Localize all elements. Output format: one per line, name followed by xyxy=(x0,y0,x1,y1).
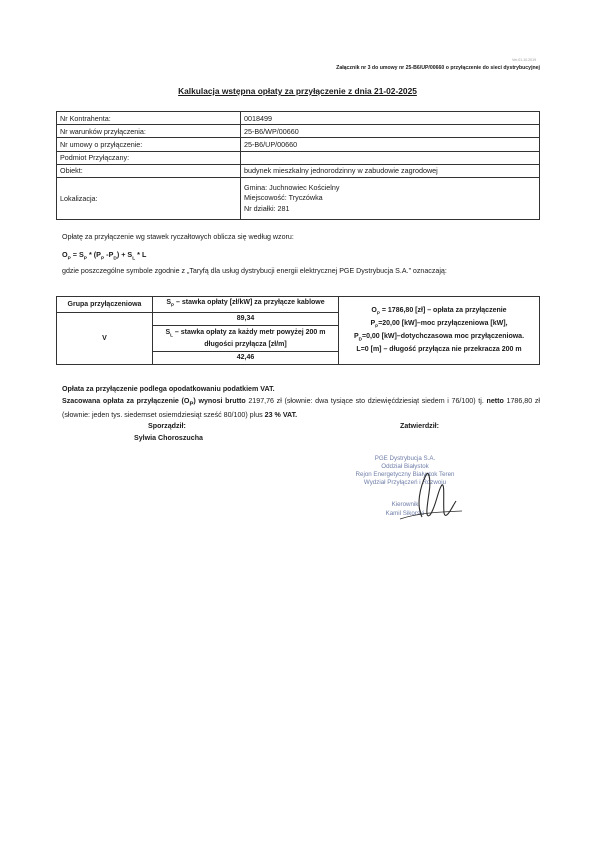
table-row xyxy=(57,112,540,125)
formula-subscript: P xyxy=(67,256,71,262)
table-row xyxy=(57,177,540,219)
estimate-gross: 2197,76 zł (słownie: dwa tysiące sto dziewięćdziesiąt siedem i 76/100) tj. xyxy=(245,397,484,405)
sl-subscript: L xyxy=(170,331,173,337)
table-row xyxy=(57,138,540,151)
vat-note: Opłata za przyłączenie podlega opodatkowaniu podatkiem VAT. xyxy=(62,385,275,393)
rates-table xyxy=(56,296,540,365)
stamp-line: Oddział Białystok xyxy=(381,463,429,470)
group-header: Grupa przyłączeniowa xyxy=(57,297,153,313)
fee-formula xyxy=(62,250,146,261)
sp-header xyxy=(153,297,339,313)
info-value: 25-B6/UP/00660 xyxy=(241,138,540,151)
stamp-line: PGE Dystrybucja S.A. xyxy=(374,455,436,462)
desc-l: L=0 [m] – długość przyłącza nie przekracza 200 m xyxy=(356,345,522,353)
location-label: Lokalizacja: xyxy=(57,177,241,219)
desc-subscript: P xyxy=(376,310,380,316)
formula-subscript: D xyxy=(113,256,117,262)
sl-value: 42,46 xyxy=(153,351,339,364)
formula-part: O xyxy=(62,250,68,259)
estimate-label-end: ) wynosi brutto xyxy=(193,397,246,405)
sp-value: 89,34 xyxy=(153,312,339,325)
estimate-netto-label: netto xyxy=(483,397,504,405)
formula-part: * (P xyxy=(87,250,101,259)
formula-subscript: L xyxy=(132,256,136,262)
stamp-line: Rejon Energetyczny Białystok Teren xyxy=(355,471,455,478)
sl-symbol: S xyxy=(165,328,171,336)
desc-symbol: P xyxy=(353,332,359,340)
desc-pp xyxy=(342,319,536,332)
fee-estimate xyxy=(62,396,540,420)
prepared-by-label: Sporządził: xyxy=(148,422,186,430)
estimate-net: 1786,80 zł (słownie: jeden tys. siedemset osiemdziesiąt sześć 80/100) plus xyxy=(62,397,540,419)
info-label: Nr warunków przyłączenia: xyxy=(57,125,241,138)
formula-intro: Opłatę za przyłączenie wg stawek ryczałtowych oblicza się według wzoru: xyxy=(62,233,294,241)
table-row xyxy=(57,164,540,177)
desc-op xyxy=(342,306,536,319)
formula-subscript: P xyxy=(100,256,105,262)
sl-header xyxy=(153,326,339,351)
desc-pd xyxy=(342,332,536,345)
formula-part: = S xyxy=(70,250,84,259)
info-label: Obiekt: xyxy=(57,164,241,177)
estimate-label: Szacowana opłata za przyłączenie (O xyxy=(62,397,190,405)
approval-stamp xyxy=(330,455,520,565)
info-value xyxy=(241,151,540,164)
sp-header-text: – stawka opłaty [zł/kW] za przyłącze kablowe xyxy=(174,299,325,307)
info-label: Nr Kontrahenta: xyxy=(57,112,241,125)
desc-text: =20,00 [kW]–moc przyłączeniowa [kW], xyxy=(378,319,508,327)
desc-symbol: O xyxy=(371,306,377,314)
handwritten-signature xyxy=(330,455,520,565)
approved-by-label: Zatwierdził: xyxy=(400,422,440,430)
location-value xyxy=(241,177,540,219)
document-title-text: Kalkulacja wstępna opłaty za przyłączenie z dnia 21-02-2025 xyxy=(178,86,417,96)
location-gmina: Gmina: Juchnowiec Kościelny xyxy=(244,182,340,192)
document-version: Ver.01.10.2019 xyxy=(512,58,537,62)
table-row xyxy=(57,151,540,164)
table-row xyxy=(57,297,540,313)
desc-text: = 1786,80 [zł] – opłata za przyłączenie xyxy=(379,306,507,314)
location-miejscowosc: Miejscowość: Tryczówka xyxy=(244,193,323,203)
desc-text: =0,00 [kW]–dotychczasowa moc przyłączeniowa. xyxy=(361,332,525,340)
attachment-note: Załącznik nr 3 do umowy nr 25-B6/UP/00660 o przyłączenie do sieci dystrybucyjnej xyxy=(336,65,540,71)
estimate-vat: 23 % VAT. xyxy=(262,410,298,419)
stamp-line: Kamil Sikorski xyxy=(385,510,425,517)
estimate-subscript: P xyxy=(189,401,194,408)
desc-subscript: P xyxy=(375,323,379,329)
desc-symbol: P xyxy=(370,319,376,327)
sl-header-text: – stawka opłaty za każdy metr powyżej 200 m długości przyłącza [zł/m] xyxy=(172,328,326,348)
table-row xyxy=(57,125,540,138)
fee-description xyxy=(339,297,540,365)
stamp-line: Kierownik xyxy=(391,501,419,508)
author-name: Sylwia Choroszucha xyxy=(134,434,203,442)
formula-part: ) + S xyxy=(116,250,133,259)
formula-subscript: P xyxy=(83,256,87,262)
sp-symbol: S xyxy=(166,299,172,307)
desc-subscript: D xyxy=(358,336,362,342)
document-title xyxy=(0,86,595,96)
stamp-line: Wydział Przyłączeń i Rozwoju xyxy=(363,479,447,486)
info-label: Nr umowy o przyłączenie: xyxy=(57,138,241,151)
group-value: V xyxy=(57,312,153,364)
info-value: 0018499 xyxy=(241,112,540,125)
location-dzialka: Nr działki: 281 xyxy=(244,203,290,213)
formula-part: -P xyxy=(104,250,114,259)
contract-info-table xyxy=(56,111,540,220)
info-value: budynek mieszkalny jednorodzinny w zabudowie zagrodowej xyxy=(241,164,540,177)
info-label: Podmiot Przyłączany: xyxy=(57,151,241,164)
info-value: 25-B6/WP/00660 xyxy=(241,125,540,138)
sp-subscript: P xyxy=(171,302,175,308)
symbols-explanation: gdzie poszczególne symbole zgodnie z „Taryfą dla usług dystrybucji energii elektrycznej PGE Dystrybucja S.A.” oznaczają: xyxy=(62,267,447,275)
formula-part: * L xyxy=(135,250,147,259)
